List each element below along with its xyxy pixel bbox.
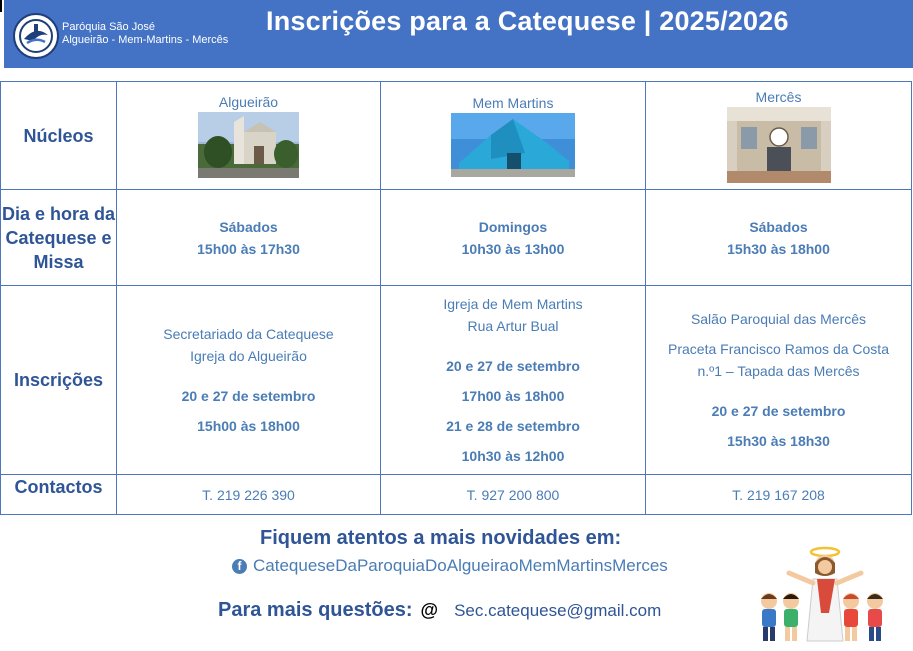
mem-martins-church-photo <box>451 113 575 177</box>
schedule-mem-martins <box>381 190 646 286</box>
contact-mem-martins <box>381 475 646 515</box>
row-label-inscricoes: Inscrições <box>1 286 117 475</box>
registration-mem-martins <box>381 286 646 475</box>
registration-place-detail: Praceta Francisco Ramos da Costa <box>668 341 889 357</box>
row-contactos <box>1 475 912 515</box>
schedule-day: Sábados <box>219 218 278 235</box>
jesus-with-children-illustration <box>755 543 895 648</box>
nucleo-algueirao <box>117 82 381 190</box>
registration-merces <box>646 286 912 475</box>
registration-place-detail: Rua Artur Bual <box>467 318 559 334</box>
schedule-hours: 15h30 às 18h00 <box>727 240 830 257</box>
parish-identity <box>62 21 228 47</box>
contact-merces <box>646 475 912 515</box>
registration-algueirao <box>117 286 381 475</box>
at-icon: @ <box>420 600 439 620</box>
follow-heading: Fiquem atentos a mais novidades em: <box>260 527 622 549</box>
parish-logo-icon <box>13 13 59 59</box>
text-cursor <box>0 0 2 12</box>
nucleo-mem-martins <box>381 82 646 190</box>
registration-place-detail: Igreja do Algueirão <box>190 348 307 364</box>
schedule-algueirao <box>117 190 381 286</box>
facebook-page-name[interactable]: CatequeseDaParoquiaDoAlgueiraoMemMartinsMerces <box>253 556 668 575</box>
registration-dates: 20 e 27 de setembro <box>446 358 580 374</box>
contact-phone[interactable]: T. 927 200 800 <box>466 486 560 503</box>
header-banner <box>4 0 913 68</box>
schedule-day: Domingos <box>478 218 548 235</box>
questions-label: Para mais questões: <box>218 599 413 621</box>
nucleo-name: Mem Martins <box>472 94 554 111</box>
registration-times: 15h30 às 18h30 <box>727 433 830 449</box>
schedule-hours: 15h00 às 17h30 <box>197 240 300 257</box>
registration-times-2: 10h30 às 12h00 <box>461 448 565 464</box>
contact-phone[interactable]: T. 219 226 390 <box>202 486 295 503</box>
schedule-hours: 10h30 às 13h00 <box>461 240 565 257</box>
row-label-dia-hora: Dia e hora da Catequese e Missa <box>1 190 117 286</box>
row-inscricoes <box>1 286 912 475</box>
contact-phone[interactable]: T. 219 167 208 <box>732 486 825 503</box>
row-label-nucleos: Núcleos <box>1 82 117 190</box>
registration-dates: 20 e 27 de setembro <box>711 403 846 419</box>
row-nucleos <box>1 82 912 190</box>
registration-dates: 20 e 27 de setembro <box>181 388 316 404</box>
registration-times: 15h00 às 18h00 <box>197 418 300 434</box>
page-title: Inscrições para a Catequese | 2025/2026 <box>266 6 789 36</box>
parish-location: Algueirão - Mem-Martins - Mercês <box>62 34 229 46</box>
email-link[interactable]: Sec.catequese@gmail.com <box>454 600 662 620</box>
schedule-merces <box>646 190 912 286</box>
contact-algueirao <box>117 475 381 515</box>
row-label-contactos: Contactos <box>1 475 117 515</box>
merces-church-photo <box>727 107 831 183</box>
schedule-day: Sábados <box>749 218 808 235</box>
nucleo-name: Mercês <box>755 88 802 105</box>
registration-place-address: n.º1 – Tapada das Mercês <box>697 363 860 379</box>
algueirao-church-photo <box>198 112 299 178</box>
registration-place: Igreja de Mem Martins <box>443 296 583 312</box>
contact-email-row <box>218 599 661 622</box>
registration-times: 17h00 às 18h00 <box>461 388 565 404</box>
registration-dates-2: 21 e 28 de setembro <box>446 418 580 434</box>
registration-place: Secretariado da Catequese <box>163 326 334 342</box>
facebook-link[interactable] <box>232 556 668 576</box>
parish-name: Paróquia São José <box>62 21 155 33</box>
nucleo-merces <box>646 82 912 190</box>
nucleo-name: Algueirão <box>218 93 279 110</box>
catechesis-table <box>0 81 912 515</box>
facebook-icon: f <box>232 559 247 574</box>
row-dia-hora <box>1 190 912 286</box>
registration-place: Salão Paroquial das Mercês <box>690 311 867 327</box>
